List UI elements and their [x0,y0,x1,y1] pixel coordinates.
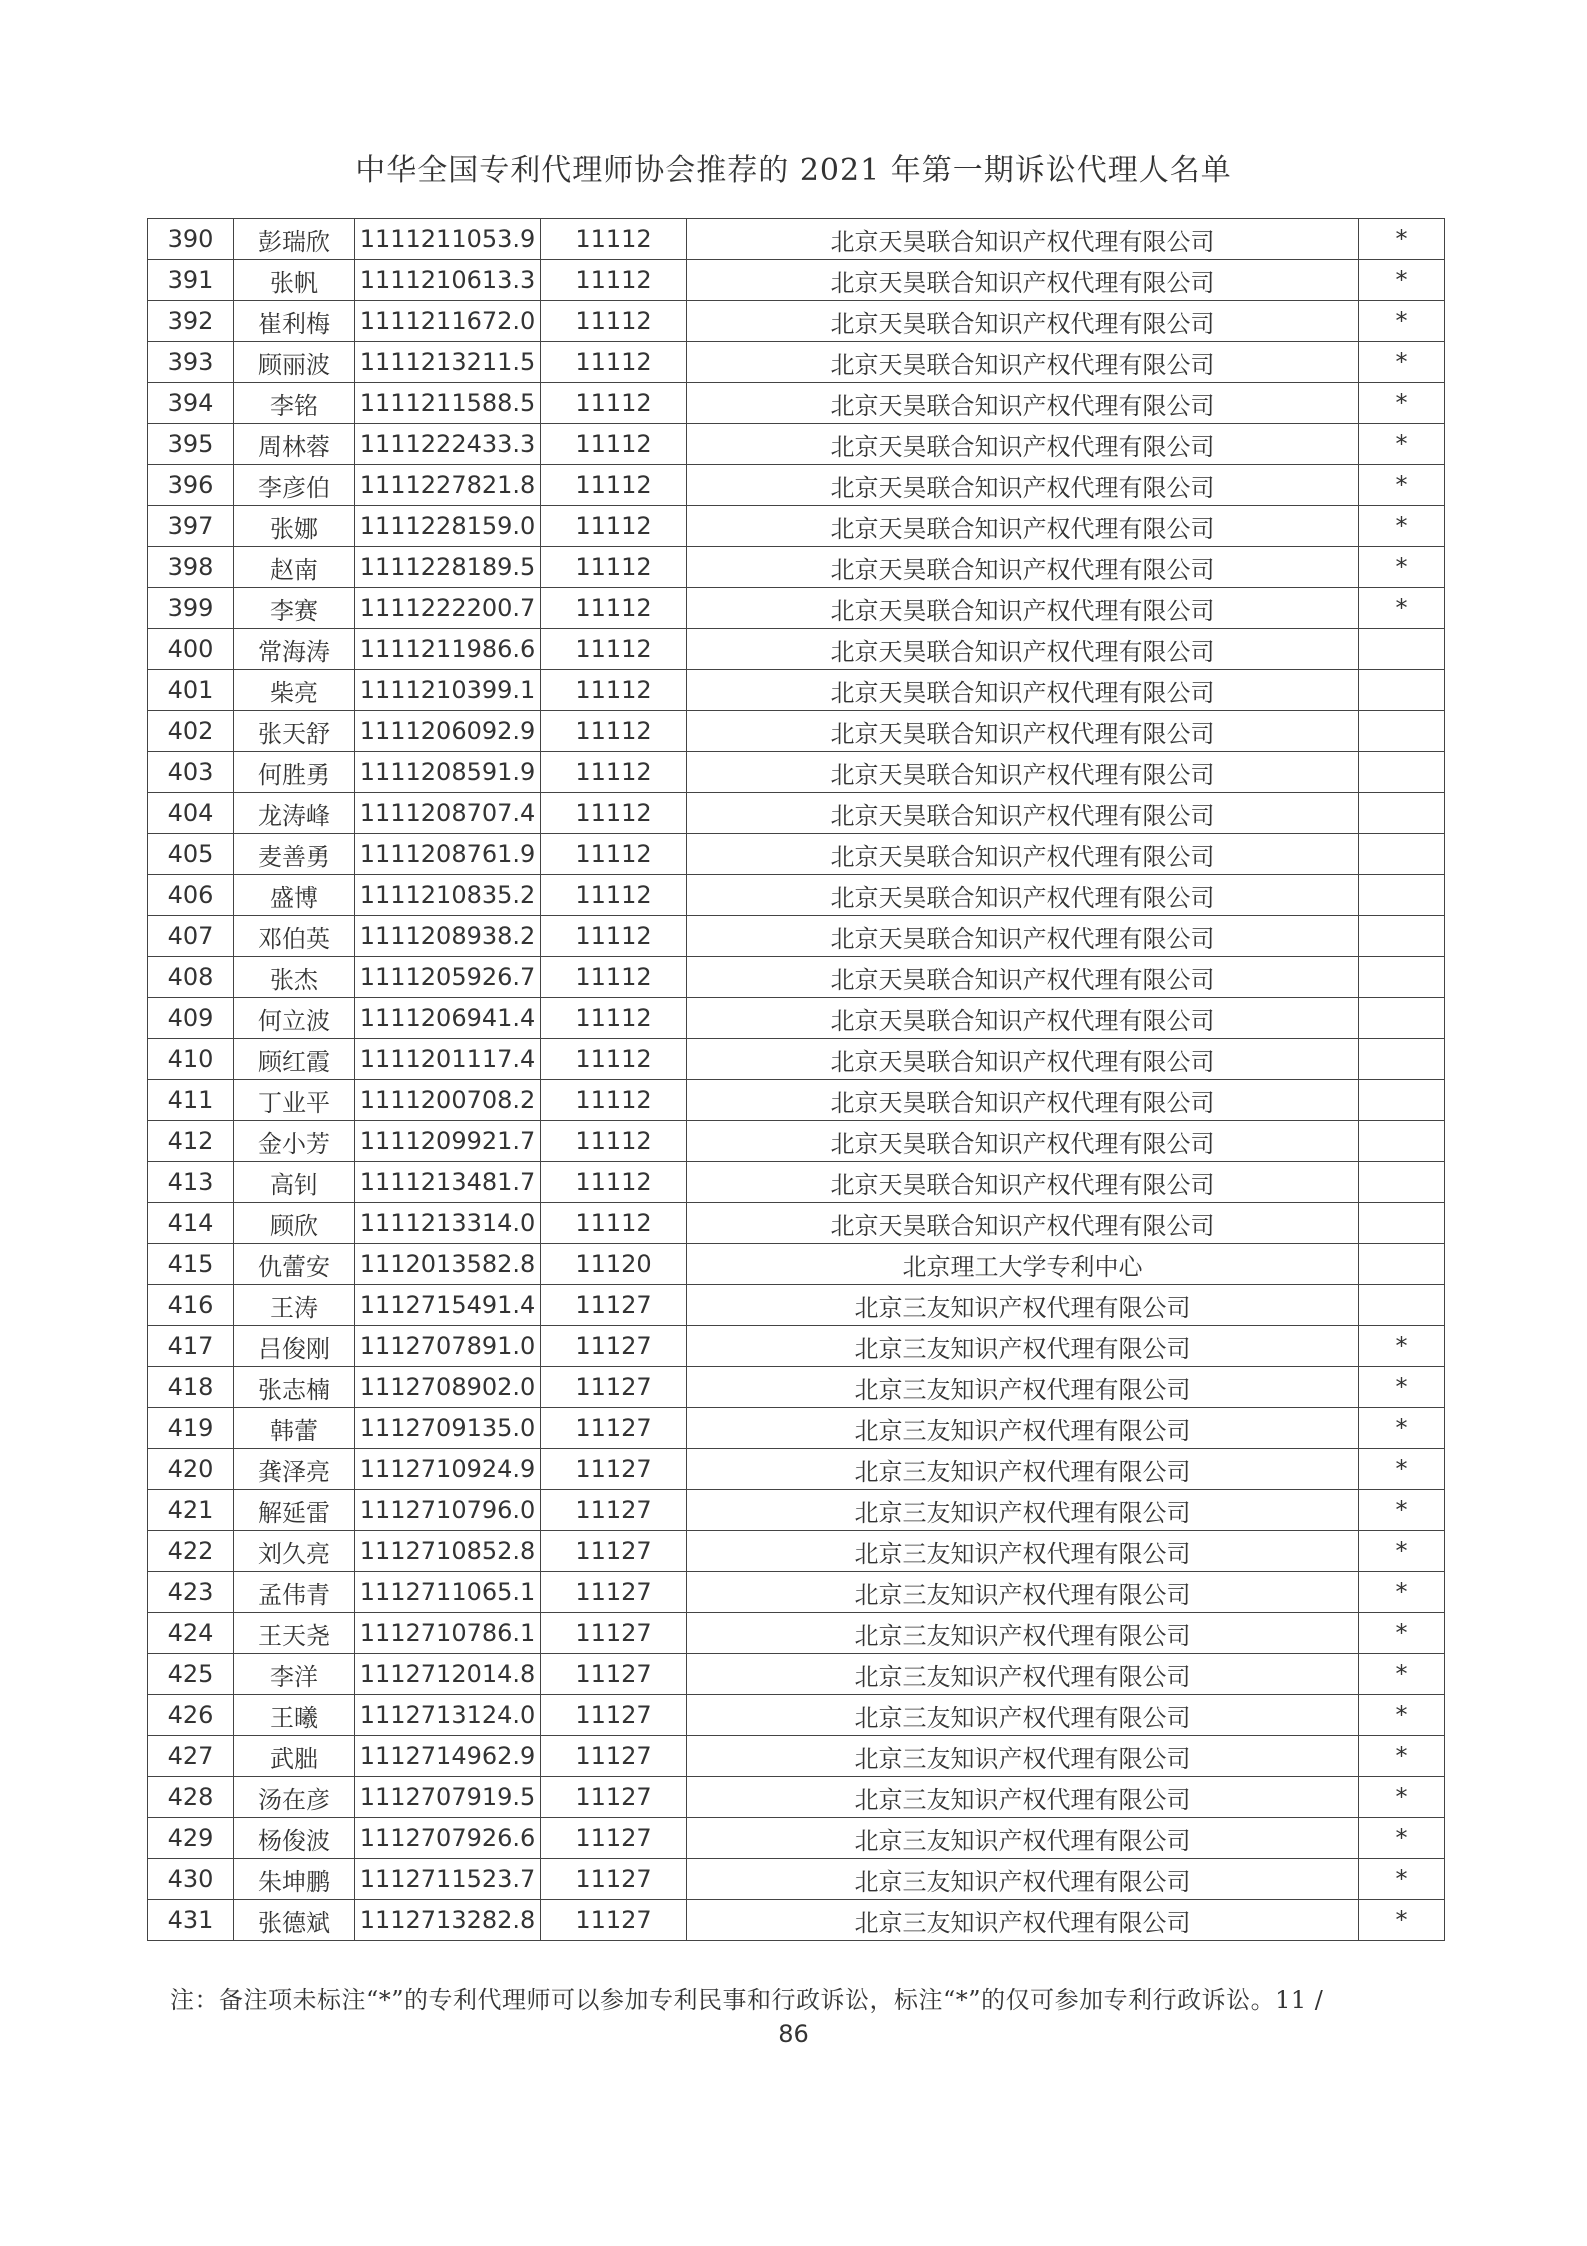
remark-cell: * [1359,1613,1445,1654]
agency-code-cell: 11112 [541,752,687,793]
row-number-cell: 399 [148,588,234,629]
remark-cell: * [1359,1654,1445,1695]
agency-code-cell: 11112 [541,260,687,301]
agency-code-cell: 11112 [541,588,687,629]
row-number-cell: 407 [148,916,234,957]
agency-name-cell: 北京三友知识产权代理有限公司 [687,1777,1359,1818]
agent-name-cell: 张天舒 [234,711,355,752]
agency-code-cell: 11127 [541,1613,687,1654]
agency-name-cell: 北京天昊联合知识产权代理有限公司 [687,424,1359,465]
row-number-cell: 411 [148,1080,234,1121]
certificate-number-cell: 1112708902.0 [355,1367,541,1408]
certificate-number-cell: 1111209921.7 [355,1121,541,1162]
agency-code-cell: 11112 [541,875,687,916]
table-row [148,670,1445,711]
certificate-number-cell: 1111208761.9 [355,834,541,875]
agency-code-cell: 11112 [541,1203,687,1244]
agency-code-cell: 11112 [541,998,687,1039]
agent-name-cell: 麦善勇 [234,834,355,875]
agency-code-cell: 11112 [541,506,687,547]
agency-name-cell: 北京三友知识产权代理有限公司 [687,1818,1359,1859]
agency-code-cell: 11112 [541,1121,687,1162]
table-row [148,1244,1445,1285]
table-row [148,547,1445,588]
remark-cell [1359,1039,1445,1080]
page-total: 86 [778,2020,809,2048]
agency-name-cell: 北京天昊联合知识产权代理有限公司 [687,506,1359,547]
agency-name-cell: 北京天昊联合知识产权代理有限公司 [687,711,1359,752]
agency-name-cell: 北京天昊联合知识产权代理有限公司 [687,1080,1359,1121]
agent-name-cell: 王涛 [234,1285,355,1326]
table-row [148,1613,1445,1654]
agency-code-cell: 11120 [541,1244,687,1285]
agency-code-cell: 11127 [541,1818,687,1859]
agency-name-cell: 北京三友知识产权代理有限公司 [687,1613,1359,1654]
table-row [148,424,1445,465]
remark-cell: * [1359,588,1445,629]
page-title: 中华全国专利代理师协会推荐的 2021 年第一期诉讼代理人名单 [355,153,1232,188]
remark-cell: * [1359,1777,1445,1818]
certificate-number-cell: 1111211053.9 [355,219,541,260]
remark-cell: * [1359,506,1445,547]
certificate-number-cell: 1111211672.0 [355,301,541,342]
certificate-number-cell: 1112707891.0 [355,1326,541,1367]
agency-name-cell: 北京天昊联合知识产权代理有限公司 [687,875,1359,916]
certificate-number-cell: 1111211588.5 [355,383,541,424]
remark-cell [1359,916,1445,957]
remark-cell: * [1359,1572,1445,1613]
agency-name-cell: 北京三友知识产权代理有限公司 [687,1449,1359,1490]
row-number-cell: 392 [148,301,234,342]
agency-name-cell: 北京天昊联合知识产权代理有限公司 [687,301,1359,342]
table-row [148,342,1445,383]
table-row [148,301,1445,342]
remark-cell: * [1359,1531,1445,1572]
row-number-cell: 418 [148,1367,234,1408]
agency-code-cell: 11112 [541,834,687,875]
certificate-number-cell: 1111208938.2 [355,916,541,957]
agent-name-cell: 崔利梅 [234,301,355,342]
certificate-number-cell: 1111201117.4 [355,1039,541,1080]
agency-code-cell: 11112 [541,711,687,752]
agency-name-cell: 北京天昊联合知识产权代理有限公司 [687,260,1359,301]
certificate-number-cell: 1112013582.8 [355,1244,541,1285]
remark-cell: * [1359,219,1445,260]
table-row [148,629,1445,670]
row-number-cell: 397 [148,506,234,547]
table-row [148,1449,1445,1490]
table-row [148,998,1445,1039]
agent-name-cell: 解延雷 [234,1490,355,1531]
table-row [148,1859,1445,1900]
row-number-cell: 412 [148,1121,234,1162]
row-number-cell: 421 [148,1490,234,1531]
table-row [148,219,1445,260]
certificate-number-cell: 1111208591.9 [355,752,541,793]
table-row [148,1736,1445,1777]
agency-name-cell: 北京三友知识产权代理有限公司 [687,1490,1359,1531]
agency-name-cell: 北京天昊联合知识产权代理有限公司 [687,383,1359,424]
table-row [148,1039,1445,1080]
table-row [148,957,1445,998]
agency-code-cell: 11127 [541,1654,687,1695]
agent-roster-table [147,218,1445,1941]
certificate-number-cell: 1111227821.8 [355,465,541,506]
agent-name-cell: 李洋 [234,1654,355,1695]
row-number-cell: 415 [148,1244,234,1285]
row-number-cell: 410 [148,1039,234,1080]
table-row [148,1285,1445,1326]
table-row [148,793,1445,834]
agency-name-cell: 北京三友知识产权代理有限公司 [687,1367,1359,1408]
certificate-number-cell: 1111210613.3 [355,260,541,301]
agency-code-cell: 11112 [541,383,687,424]
agency-name-cell: 北京三友知识产权代理有限公司 [687,1408,1359,1449]
agency-code-cell: 11112 [541,1039,687,1080]
row-number-cell: 428 [148,1777,234,1818]
row-number-cell: 414 [148,1203,234,1244]
agency-name-cell: 北京理工大学专利中心 [687,1244,1359,1285]
certificate-number-cell: 1111222200.7 [355,588,541,629]
agency-code-cell: 11112 [541,547,687,588]
certificate-number-cell: 1111206941.4 [355,998,541,1039]
row-number-cell: 430 [148,1859,234,1900]
agent-name-cell: 顾欣 [234,1203,355,1244]
table-row [148,752,1445,793]
table-row [148,1654,1445,1695]
certificate-number-cell: 1111210835.2 [355,875,541,916]
certificate-number-cell: 1111211986.6 [355,629,541,670]
agency-code-cell: 11112 [541,793,687,834]
table-row [148,1818,1445,1859]
remark-cell: * [1359,1900,1445,1941]
agency-code-cell: 11112 [541,342,687,383]
agent-name-cell: 何立波 [234,998,355,1039]
remark-cell: * [1359,1326,1445,1367]
row-number-cell: 423 [148,1572,234,1613]
certificate-number-cell: 1112714962.9 [355,1736,541,1777]
table-row [148,1162,1445,1203]
remark-cell: * [1359,260,1445,301]
agency-name-cell: 北京天昊联合知识产权代理有限公司 [687,834,1359,875]
remark-cell [1359,1121,1445,1162]
agency-code-cell: 11127 [541,1367,687,1408]
table-row [148,260,1445,301]
certificate-number-cell: 1111200708.2 [355,1080,541,1121]
agency-name-cell: 北京三友知识产权代理有限公司 [687,1695,1359,1736]
agency-name-cell: 北京三友知识产权代理有限公司 [687,1531,1359,1572]
agent-name-cell: 邓伯英 [234,916,355,957]
remark-cell [1359,1080,1445,1121]
certificate-number-cell: 1112709135.0 [355,1408,541,1449]
certificate-number-cell: 1111206092.9 [355,711,541,752]
agency-name-cell: 北京三友知识产权代理有限公司 [687,1900,1359,1941]
agent-name-cell: 汤在彦 [234,1777,355,1818]
remark-cell: * [1359,465,1445,506]
row-number-cell: 400 [148,629,234,670]
agency-name-cell: 北京天昊联合知识产权代理有限公司 [687,1039,1359,1080]
table-row [148,1695,1445,1736]
agent-name-cell: 朱坤鹏 [234,1859,355,1900]
agency-name-cell: 北京三友知识产权代理有限公司 [687,1736,1359,1777]
agent-name-cell: 常海涛 [234,629,355,670]
agency-code-cell: 11127 [541,1736,687,1777]
certificate-number-cell: 1112711065.1 [355,1572,541,1613]
certificate-number-cell: 1111205926.7 [355,957,541,998]
row-number-cell: 394 [148,383,234,424]
agent-name-cell: 龚泽亮 [234,1449,355,1490]
agency-code-cell: 11127 [541,1490,687,1531]
agency-code-cell: 11127 [541,1859,687,1900]
remark-cell: * [1359,1736,1445,1777]
agent-name-cell: 张德斌 [234,1900,355,1941]
agency-code-cell: 11112 [541,916,687,957]
agency-name-cell: 北京天昊联合知识产权代理有限公司 [687,547,1359,588]
agent-name-cell: 张志楠 [234,1367,355,1408]
row-number-cell: 396 [148,465,234,506]
agency-name-cell: 北京天昊联合知识产权代理有限公司 [687,588,1359,629]
agency-name-cell: 北京天昊联合知识产权代理有限公司 [687,1121,1359,1162]
agency-code-cell: 11127 [541,1695,687,1736]
agency-code-cell: 11127 [541,1777,687,1818]
certificate-number-cell: 1112710924.9 [355,1449,541,1490]
agent-name-cell: 杨俊波 [234,1818,355,1859]
remark-cell: * [1359,424,1445,465]
remark-cell [1359,793,1445,834]
footnote: 注：备注项未标注“*”的专利代理师可以参加专利民事和行政诉讼，标注“*”的仅可参加专利行政诉讼。11 / [170,1986,1324,2014]
agent-name-cell: 金小芳 [234,1121,355,1162]
agent-name-cell: 盛博 [234,875,355,916]
table-row [148,1367,1445,1408]
remark-cell [1359,998,1445,1039]
table-row [148,916,1445,957]
agent-name-cell: 周林蓉 [234,424,355,465]
certificate-number-cell: 1112707919.5 [355,1777,541,1818]
roster-body [148,219,1445,1941]
remark-cell: * [1359,383,1445,424]
table-row [148,875,1445,916]
agency-name-cell: 北京三友知识产权代理有限公司 [687,1572,1359,1613]
remark-cell: * [1359,1408,1445,1449]
table-row [148,465,1445,506]
agent-name-cell: 王曦 [234,1695,355,1736]
agent-name-cell: 张帆 [234,260,355,301]
remark-cell: * [1359,1818,1445,1859]
agency-code-cell: 11127 [541,1572,687,1613]
remark-cell: * [1359,1859,1445,1900]
agent-name-cell: 吕俊刚 [234,1326,355,1367]
agent-name-cell: 王天尧 [234,1613,355,1654]
remark-cell [1359,957,1445,998]
row-number-cell: 419 [148,1408,234,1449]
agent-name-cell: 顾红霞 [234,1039,355,1080]
agency-name-cell: 北京天昊联合知识产权代理有限公司 [687,1162,1359,1203]
agent-name-cell: 韩蕾 [234,1408,355,1449]
agent-name-cell: 张杰 [234,957,355,998]
agency-name-cell: 北京三友知识产权代理有限公司 [687,1859,1359,1900]
table-row [148,1121,1445,1162]
agency-name-cell: 北京天昊联合知识产权代理有限公司 [687,916,1359,957]
agency-code-cell: 11127 [541,1326,687,1367]
agent-name-cell: 柴亮 [234,670,355,711]
agency-code-cell: 11127 [541,1285,687,1326]
agency-code-cell: 11112 [541,219,687,260]
certificate-number-cell: 1111222433.3 [355,424,541,465]
remark-cell: * [1359,301,1445,342]
row-number-cell: 405 [148,834,234,875]
table-row [148,1203,1445,1244]
remark-cell [1359,875,1445,916]
remark-cell [1359,711,1445,752]
table-row [148,1531,1445,1572]
row-number-cell: 429 [148,1818,234,1859]
row-number-cell: 425 [148,1654,234,1695]
agent-name-cell: 彭瑞欣 [234,219,355,260]
agency-code-cell: 11112 [541,670,687,711]
agent-name-cell: 孟伟青 [234,1572,355,1613]
agency-name-cell: 北京天昊联合知识产权代理有限公司 [687,1203,1359,1244]
remark-cell [1359,1203,1445,1244]
agency-name-cell: 北京三友知识产权代理有限公司 [687,1326,1359,1367]
table-row [148,1080,1445,1121]
agency-name-cell: 北京天昊联合知识产权代理有限公司 [687,465,1359,506]
row-number-cell: 413 [148,1162,234,1203]
certificate-number-cell: 1111213481.7 [355,1162,541,1203]
agency-name-cell: 北京天昊联合知识产权代理有限公司 [687,957,1359,998]
agency-code-cell: 11127 [541,1408,687,1449]
certificate-number-cell: 1111213314.0 [355,1203,541,1244]
agency-name-cell: 北京天昊联合知识产权代理有限公司 [687,629,1359,670]
table-row [148,1900,1445,1941]
certificate-number-cell: 1112710852.8 [355,1531,541,1572]
agency-name-cell: 北京天昊联合知识产权代理有限公司 [687,998,1359,1039]
table-row [148,588,1445,629]
row-number-cell: 404 [148,793,234,834]
certificate-number-cell: 1112715491.4 [355,1285,541,1326]
remark-cell [1359,1162,1445,1203]
remark-cell [1359,629,1445,670]
certificate-number-cell: 1112711523.7 [355,1859,541,1900]
certificate-number-cell: 1111228159.0 [355,506,541,547]
agency-code-cell: 11112 [541,1162,687,1203]
remark-cell [1359,752,1445,793]
row-number-cell: 424 [148,1613,234,1654]
table-row [148,1326,1445,1367]
remark-cell: * [1359,1490,1445,1531]
row-number-cell: 398 [148,547,234,588]
row-number-cell: 395 [148,424,234,465]
row-number-cell: 401 [148,670,234,711]
agent-name-cell: 李彦伯 [234,465,355,506]
certificate-number-cell: 1112707926.6 [355,1818,541,1859]
certificate-number-cell: 1112713282.8 [355,1900,541,1941]
certificate-number-cell: 1112710796.0 [355,1490,541,1531]
agency-name-cell: 北京三友知识产权代理有限公司 [687,1285,1359,1326]
row-number-cell: 402 [148,711,234,752]
row-number-cell: 408 [148,957,234,998]
agency-code-cell: 11112 [541,301,687,342]
table-row [148,1408,1445,1449]
agent-name-cell: 仇蕾安 [234,1244,355,1285]
agency-code-cell: 11127 [541,1531,687,1572]
agent-name-cell: 丁业平 [234,1080,355,1121]
agency-name-cell: 北京三友知识产权代理有限公司 [687,1654,1359,1695]
certificate-number-cell: 1111208707.4 [355,793,541,834]
agent-name-cell: 赵南 [234,547,355,588]
agency-code-cell: 11127 [541,1449,687,1490]
remark-cell: * [1359,1367,1445,1408]
table-row [148,383,1445,424]
row-number-cell: 403 [148,752,234,793]
certificate-number-cell: 1111228189.5 [355,547,541,588]
agency-code-cell: 11127 [541,1900,687,1941]
row-number-cell: 431 [148,1900,234,1941]
agency-name-cell: 北京天昊联合知识产权代理有限公司 [687,752,1359,793]
row-number-cell: 420 [148,1449,234,1490]
certificate-number-cell: 1111210399.1 [355,670,541,711]
agency-name-cell: 北京天昊联合知识产权代理有限公司 [687,219,1359,260]
row-number-cell: 422 [148,1531,234,1572]
remark-cell [1359,1285,1445,1326]
row-number-cell: 417 [148,1326,234,1367]
certificate-number-cell: 1112710786.1 [355,1613,541,1654]
remark-cell: * [1359,1449,1445,1490]
agent-name-cell: 李铭 [234,383,355,424]
row-number-cell: 406 [148,875,234,916]
certificate-number-cell: 1112713124.0 [355,1695,541,1736]
row-number-cell: 409 [148,998,234,1039]
table-row [148,834,1445,875]
table-row [148,1572,1445,1613]
row-number-cell: 390 [148,219,234,260]
remark-cell [1359,670,1445,711]
remark-cell: * [1359,1695,1445,1736]
table-row [148,1490,1445,1531]
remark-cell [1359,834,1445,875]
certificate-number-cell: 1111213211.5 [355,342,541,383]
remark-cell: * [1359,342,1445,383]
agency-code-cell: 11112 [541,1080,687,1121]
agency-code-cell: 11112 [541,424,687,465]
agent-name-cell: 张娜 [234,506,355,547]
agency-code-cell: 11112 [541,629,687,670]
row-number-cell: 416 [148,1285,234,1326]
table-row [148,506,1445,547]
agent-name-cell: 何胜勇 [234,752,355,793]
row-number-cell: 426 [148,1695,234,1736]
agent-name-cell: 高钊 [234,1162,355,1203]
agency-name-cell: 北京天昊联合知识产权代理有限公司 [687,793,1359,834]
certificate-number-cell: 1112712014.8 [355,1654,541,1695]
agent-name-cell: 顾丽波 [234,342,355,383]
agency-code-cell: 11112 [541,957,687,998]
row-number-cell: 391 [148,260,234,301]
row-number-cell: 427 [148,1736,234,1777]
agent-name-cell: 龙涛峰 [234,793,355,834]
agent-name-cell: 李赛 [234,588,355,629]
agency-code-cell: 11112 [541,465,687,506]
remark-cell: * [1359,547,1445,588]
agency-name-cell: 北京天昊联合知识产权代理有限公司 [687,342,1359,383]
agent-name-cell: 武胐 [234,1736,355,1777]
agent-name-cell: 刘久亮 [234,1531,355,1572]
table-row [148,711,1445,752]
table-row [148,1777,1445,1818]
agency-name-cell: 北京天昊联合知识产权代理有限公司 [687,670,1359,711]
remark-cell [1359,1244,1445,1285]
row-number-cell: 393 [148,342,234,383]
